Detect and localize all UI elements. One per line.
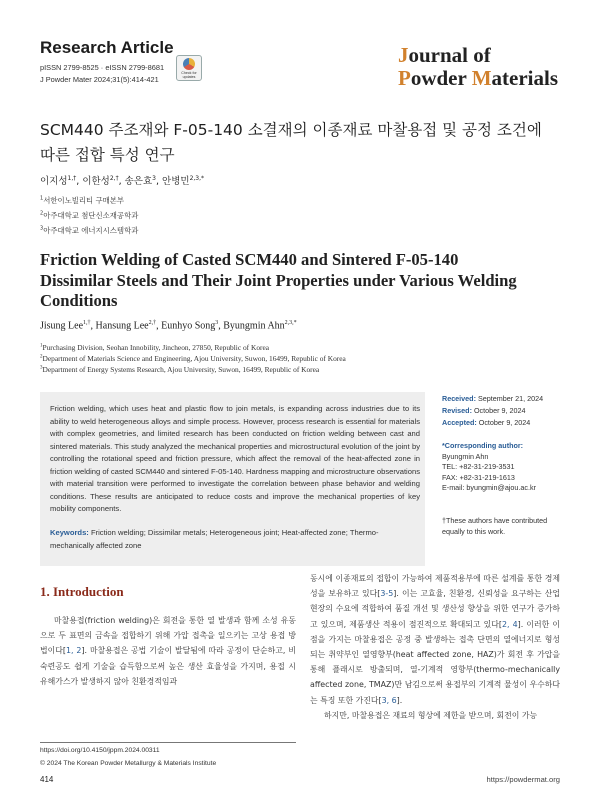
citation-line: J Powder Mater 2024;31(5):414-421 [40,75,159,84]
section-heading: 1. Introduction [40,584,124,599]
keywords [50,527,420,552]
author: 이한성 [82,176,110,187]
intro-right-column: 동시에 이종재료의 접합이 가능하여 제품적용부에 따른 설계를 통한 경제성을 보유하고 있다[3-5]. 이는 고효율, 친환경, 신뢰성을 요구하는 산업현장의 수요에 적합하여 품질 개선 및 생산성 향상을 위한 연구가 증가하고 있으며, 제품생산 적용이 점진적으로 확대되고 있다[2, 4]. 이러한 이점을 가지는 마찰용접은 공정 중 발생하는 접촉 단면의 열에너지로 형성되는 취약부인 열영향부(heat affected zone, HAZ)가 회전 후 가압을 통해 플래시로 방출되며, 열-기계적 영향부(thermo-mechanically affected zone, TMAZ)만 남김으로써 용접부의 기계적 물성이 우수하다는 특징 또한 가진다[3, 6]. 하지만, 마찰용접은 재료의 형상에 제한을 받으며, 회전이 가능 [310,574,561,720]
page-number: 414 [40,775,54,784]
author: 안병민 [162,176,190,187]
english-authors: Jisung Lee$^{1,\dagger}$, Hansung Lee$^{2,\dagger}$, Eunhyo Song$^3$, Byungmin Ahn$^{2,3,*}$ [40,320,297,332]
english-title: Friction Welding of Casted SCM440 and Sintered F-05-140 Dissimilar Steels and Their Joint Properties under Various Welding Conditions [40,250,517,310]
keywords-label: Keywords: [50,528,89,537]
korean-title: SCM440 주조재와 F-05-140 소결재의 이종재료 마찰용접 및 공정 조건에 따른 접합 특성 연구 [40,121,542,164]
copyright: © 2024 The Korean Powder Metallurgy & Materials Institute [40,760,217,767]
author: Byungmin Ahn [223,320,285,332]
english-affiliation: $^1$Purchasing Division, Seohan Innobility, Jincheon, 27850, Republic of Korea [40,343,270,352]
abstract-text: Friction welding, which uses heat and plastic flow to join metals, is expanding across industries due to its ability to weld heterogeneous alloys and simple process. However, process research is essential for materials with complex geometries, and limited research has been conducted on friction welding between cast and sintered materials. This study analyzed the mechanical properties and microstructural evolution of the joint by controlling the rotational speed and friction pressure, which affect the removal of the heat-affected zone in friction welding of casted SCM440 and sintered F-05-140. Hardness mapping and microstructure observations with material transition were performed to investigate the correlation between phase behavior and welding conditions. These results are anticipated to reduce costs and improve the mechanical properties of key mobility components. [50,404,420,513]
citation-link[interactable]: 3, 6 [381,695,397,705]
citation-link[interactable]: 2, 4 [502,619,518,629]
korean-authors: 이지성$^{1,\dagger}$, 이한성$^{2,\dagger}$, 송은효$^3$, 안병민$^{2,3,*}$ [40,174,205,187]
corresponding-author: *Corresponding author: Byungmin Ahn TEL: +82-31-219-3531 FAX: +82-31-219-1613 E-mail: byungmin@ajou.ac.kr [442,441,536,492]
footnote-divider [40,742,296,743]
check-badge-text: Check for updates [181,71,197,79]
english-affiliation: $^2$Department of Materials Science and Engineering, Ajou University, Suwon, 16499, Republic of Korea [40,354,346,363]
equal-contribution-note: †These authors have contributed equally to this work. [442,516,548,536]
korean-affiliation: $^3$아주대학교 에너지시스템학과 [40,225,139,235]
author: Jisung Lee [40,320,84,332]
citation-link[interactable]: 3-5 [380,589,394,599]
crossmark-icon [183,58,195,70]
received-date: Received: September 21, 2024 [442,394,544,403]
revised-date: Revised: October 9, 2024 [442,406,526,415]
korean-affiliation: $^1$서한이노빌리티 구매본부 [40,195,125,205]
author: 이지성 [40,176,68,187]
accepted-date: Accepted: October 9, 2024 [442,418,531,427]
citation-link[interactable]: 1, 2 [65,646,82,656]
author: 송은효 [124,176,153,187]
check-for-updates-badge[interactable] [176,55,202,81]
journal-logo-line1: Journal of [398,43,491,67]
issn-line: pISSN 2799-8525 · eISSN 2799-8681 [40,63,165,72]
article-type-label: Research Article [40,38,174,57]
author: Hansung Lee [95,320,149,332]
email-link[interactable]: E-mail: byungmin@ajou.ac.kr [442,483,536,492]
english-affiliation: $^3$Department of Energy Systems Research, Ajou University, Suwon, 16499, Republic of Korea [40,365,320,374]
website-link[interactable]: https://powdermat.org [486,775,560,784]
intro-left-column: 마찰용접(friction welding)은 회전을 통한 열 발생과 함께 소성 유동으로 두 표면의 금속을 접합하기 위해 가압 접촉을 일으키는 고상 용접 방법이다[1, 2]. 마찰용접은 공법 기술이 발달됨에 따라 공정이 단순하고, 비숙련공도 쉽게 기술을 습득함으로써 높은 생산 효율성을 가지며, 용접 시 유해가스가 발생하지 않아 친환경적임과 [40,616,296,686]
keywords-text: Friction welding; Dissimilar metals; Heterogeneous joint; Heat-affected zone; Thermo-mechanically affected zone [50,528,379,550]
journal-logo-line2: Powder Materials [398,66,558,90]
journal-logo [398,44,558,90]
korean-affiliation: $^2$아주대학교 첨단신소재공학과 [40,210,139,220]
doi-link[interactable]: https://doi.org/10.4150/jppm.2024.00311 [40,747,160,754]
author: Eunhyo Song [161,320,216,332]
